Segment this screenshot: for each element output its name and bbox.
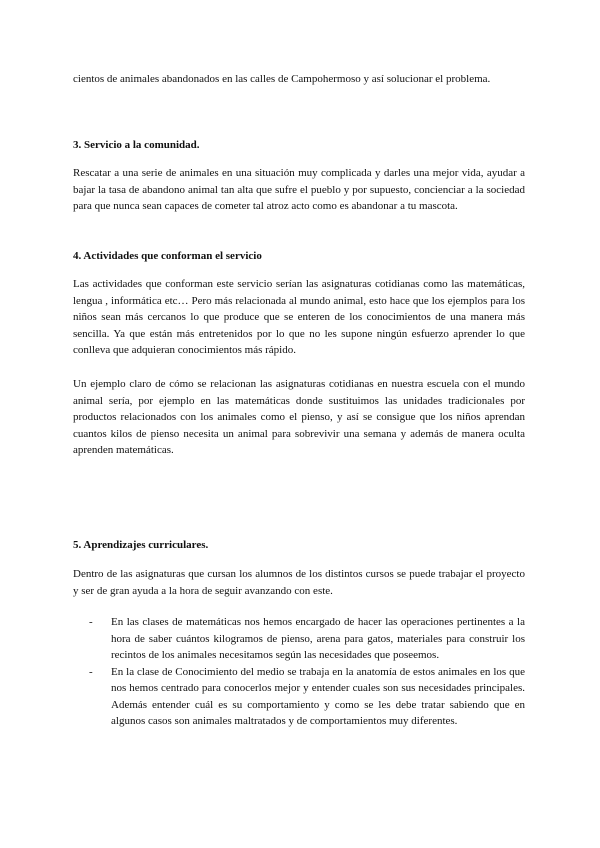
section-4-heading: 4. Actividades que conforman el servicio [73, 250, 262, 262]
bullet-marker: - [89, 616, 93, 628]
section-3-paragraph: Rescatar a una serie de animales en una situación muy complicada y darles una mejor vida, ayudar a bajar la tasa de abandono animal tan alta que sufre el pueblo y por supuesto, concienciar a la sociedad para que nunca sean capaces de cometer tal atroz acto como es abandonar a tu mascota. [73, 167, 525, 212]
section-5-heading: 5. Aprendizajes curriculares. [73, 539, 209, 551]
list-item-text: En la clase de Conocimiento del medio se trabaja en la anatomía de estos animales en los que nos hemos centrado para conocerlos mejor y entender cuales son sus necesidades principales. Además entender cuál es su comportamiento y como se les debe tratar sabiendo que en algunos casos son animales maltratados y de comportamientos muy diferentes. [111, 665, 525, 727]
list-item [73, 614, 525, 664]
list-item [73, 664, 525, 730]
intro-continuation: cientos de animales abandonados en las calles de Campohermoso y así solucionar el problema. [73, 73, 491, 85]
section-4-paragraph-1: Las actividades que conforman este servicio serían las asignaturas cotidianas como las matemáticas, lengua , informática etc… Pero más relacionada al mundo animal, esto hace que los ejemplos para los niños sean más cercanos lo que produce que se enteren de los conocimientos de una manera más sencilla. Ya que están más entretenidos por lo que no les supone ningún esfuerzo aprender lo que conlleva que adquieran conocimientos más rápido. [73, 278, 525, 356]
bullet-marker: - [89, 665, 93, 678]
section-3-heading: 3. Servicio a la comunidad. [73, 139, 200, 151]
list-item-text: En las clases de matemáticas nos hemos encargado de hacer las operaciones pertinentes a la hora de saber cuántos kilogramos de pienso, arena para gatos, materiales para construir los recintos de los animales necesitamos según las necesidades que poseemos. [111, 616, 525, 661]
section-4-paragraph-2: Un ejemplo claro de cómo se relacionan las asignaturas cotidianas en nuestra escuela con el mundo animal sería, por ejemplo en las matemáticas donde sustituimos las unidades tradicionales por productos relacionados con los animales como el pienso, y así se consigue que los niños aprendan cuantos kilos de pienso necesita un animal para sobrevivir una semana y además de manera oculta aprenden matemáticas. [73, 378, 525, 456]
section-5-paragraph: Dentro de las asignaturas que cursan los alumnos de los distintos cursos se puede trabajar el proyecto y ser de gran ayuda a la hora de seguir avanzando con este. [73, 568, 525, 597]
curricular-bullet-list [73, 614, 525, 730]
